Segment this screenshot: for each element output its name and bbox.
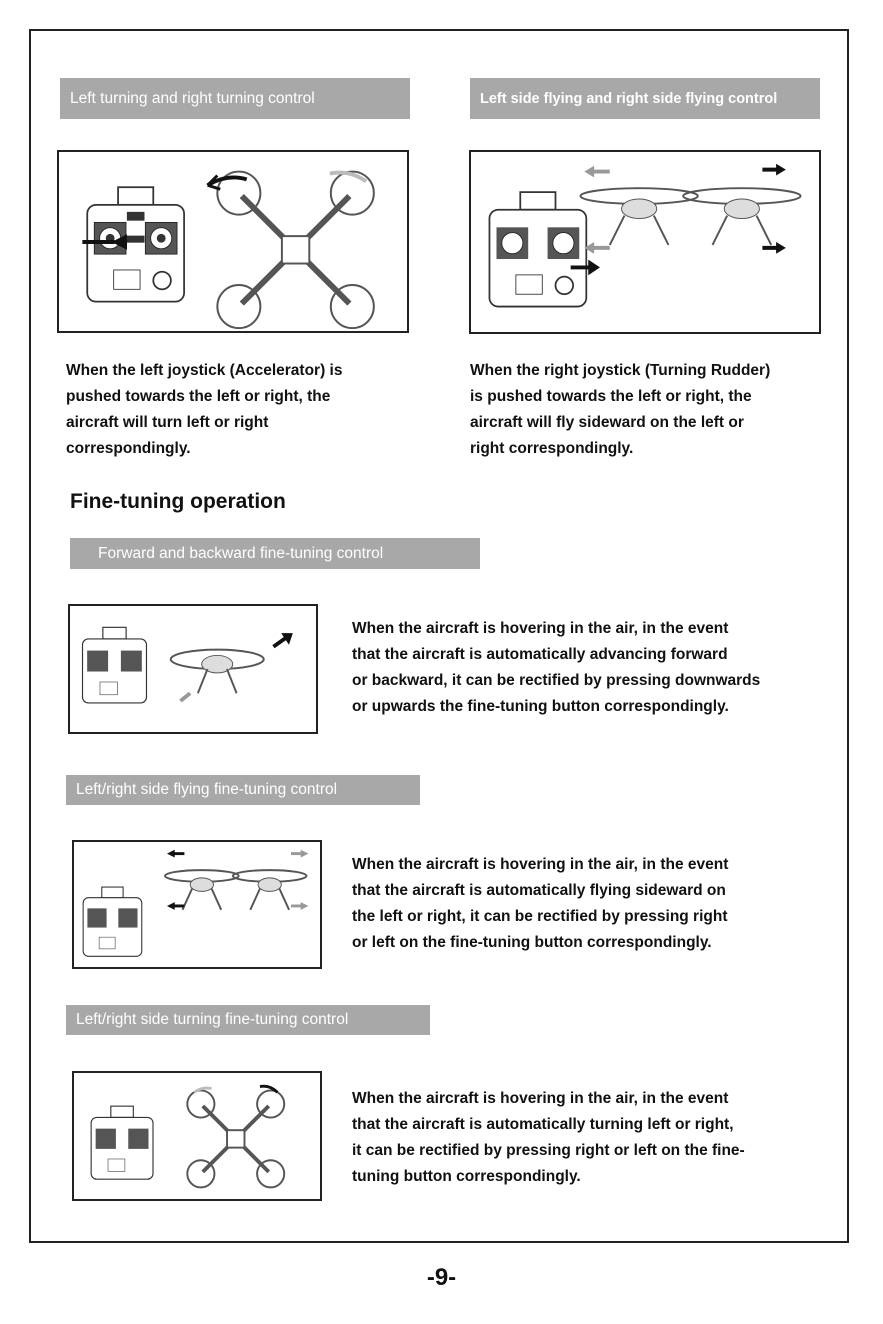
text-line: When the aircraft is hovering in the air, in the event: [352, 1090, 729, 1107]
text-line: correspondingly.: [66, 440, 191, 457]
illustration-left-turning: [57, 150, 409, 333]
text-line: that the aircraft is automatically turning left or right,: [352, 1116, 734, 1133]
text-side-flying-fine: [352, 852, 832, 956]
drone-side-view-icon: [233, 870, 307, 910]
remote-controller-icon: [83, 887, 142, 956]
text-line: that the aircraft is automatically advancing forward: [352, 646, 728, 663]
section-header-forward-backward: Forward and backward fine-tuning control: [70, 538, 480, 569]
drone-side-view-icon: [580, 188, 697, 245]
text-line: or upwards the fine-tuning button correspondingly.: [352, 698, 729, 715]
remote-controller-icon: [91, 1106, 153, 1179]
text-line: or backward, it can be rectified by pressing downwards: [352, 672, 761, 689]
drone-side-view-icon: [165, 870, 239, 910]
page-number: -9-: [426, 1264, 457, 1291]
remote-controller-icon: [489, 192, 586, 306]
illustration-side-flying-fine: [72, 840, 322, 969]
remote-controller-icon: [83, 627, 147, 703]
drone-top-view-icon: [217, 172, 374, 329]
text-line: When the left joystick (Accelerator) is: [66, 362, 343, 379]
text-line: aircraft will fly sideward on the left or: [470, 414, 744, 431]
text-line: tuning button correspondingly.: [352, 1168, 581, 1185]
remote-controller-icon: [87, 187, 184, 301]
section-title-fine-tuning: Fine-tuning operation: [70, 490, 286, 513]
text-line: that the aircraft is automatically flying sideward on: [352, 882, 726, 899]
section-header-left-turning: Left turning and right turning control: [60, 78, 410, 119]
text-line: it can be rectified by pressing right or left on the fine-: [352, 1142, 745, 1159]
text-line: the left or right, it can be rectified by pressing right: [352, 908, 728, 925]
illustration-side-turning-fine: [72, 1071, 322, 1201]
arrow-backward-icon: [180, 693, 190, 701]
text-line: When the aircraft is hovering in the air, in the event: [352, 620, 729, 637]
text-left-turning: [66, 358, 426, 462]
text-line: When the right joystick (Turning Rudder): [470, 362, 771, 379]
section-header-side-flying: Left side flying and right side flying control: [470, 78, 820, 119]
text-forward-backward: [352, 616, 832, 720]
text-line: or left on the fine-tuning button correspondingly.: [352, 934, 712, 951]
illustration-forward-backward: [68, 604, 318, 734]
text-line: aircraft will turn left or right: [66, 414, 269, 431]
illustration-side-flying: [469, 150, 821, 334]
section-header-side-turning-fine: Left/right side turning fine-tuning control: [66, 1005, 430, 1035]
section-header-side-flying-fine: Left/right side flying fine-tuning control: [66, 775, 420, 805]
drone-side-view-icon: [683, 188, 800, 245]
text-side-flying: [470, 358, 830, 462]
drone-top-view-icon: [187, 1090, 284, 1187]
text-side-turning-fine: [352, 1086, 832, 1190]
text-line: right correspondingly.: [470, 440, 634, 457]
text-line: When the aircraft is hovering in the air, in the event: [352, 856, 729, 873]
text-line: pushed towards the left or right, the: [66, 388, 331, 405]
text-line: is pushed towards the left or right, the: [470, 388, 752, 405]
drone-icon: [171, 650, 264, 694]
